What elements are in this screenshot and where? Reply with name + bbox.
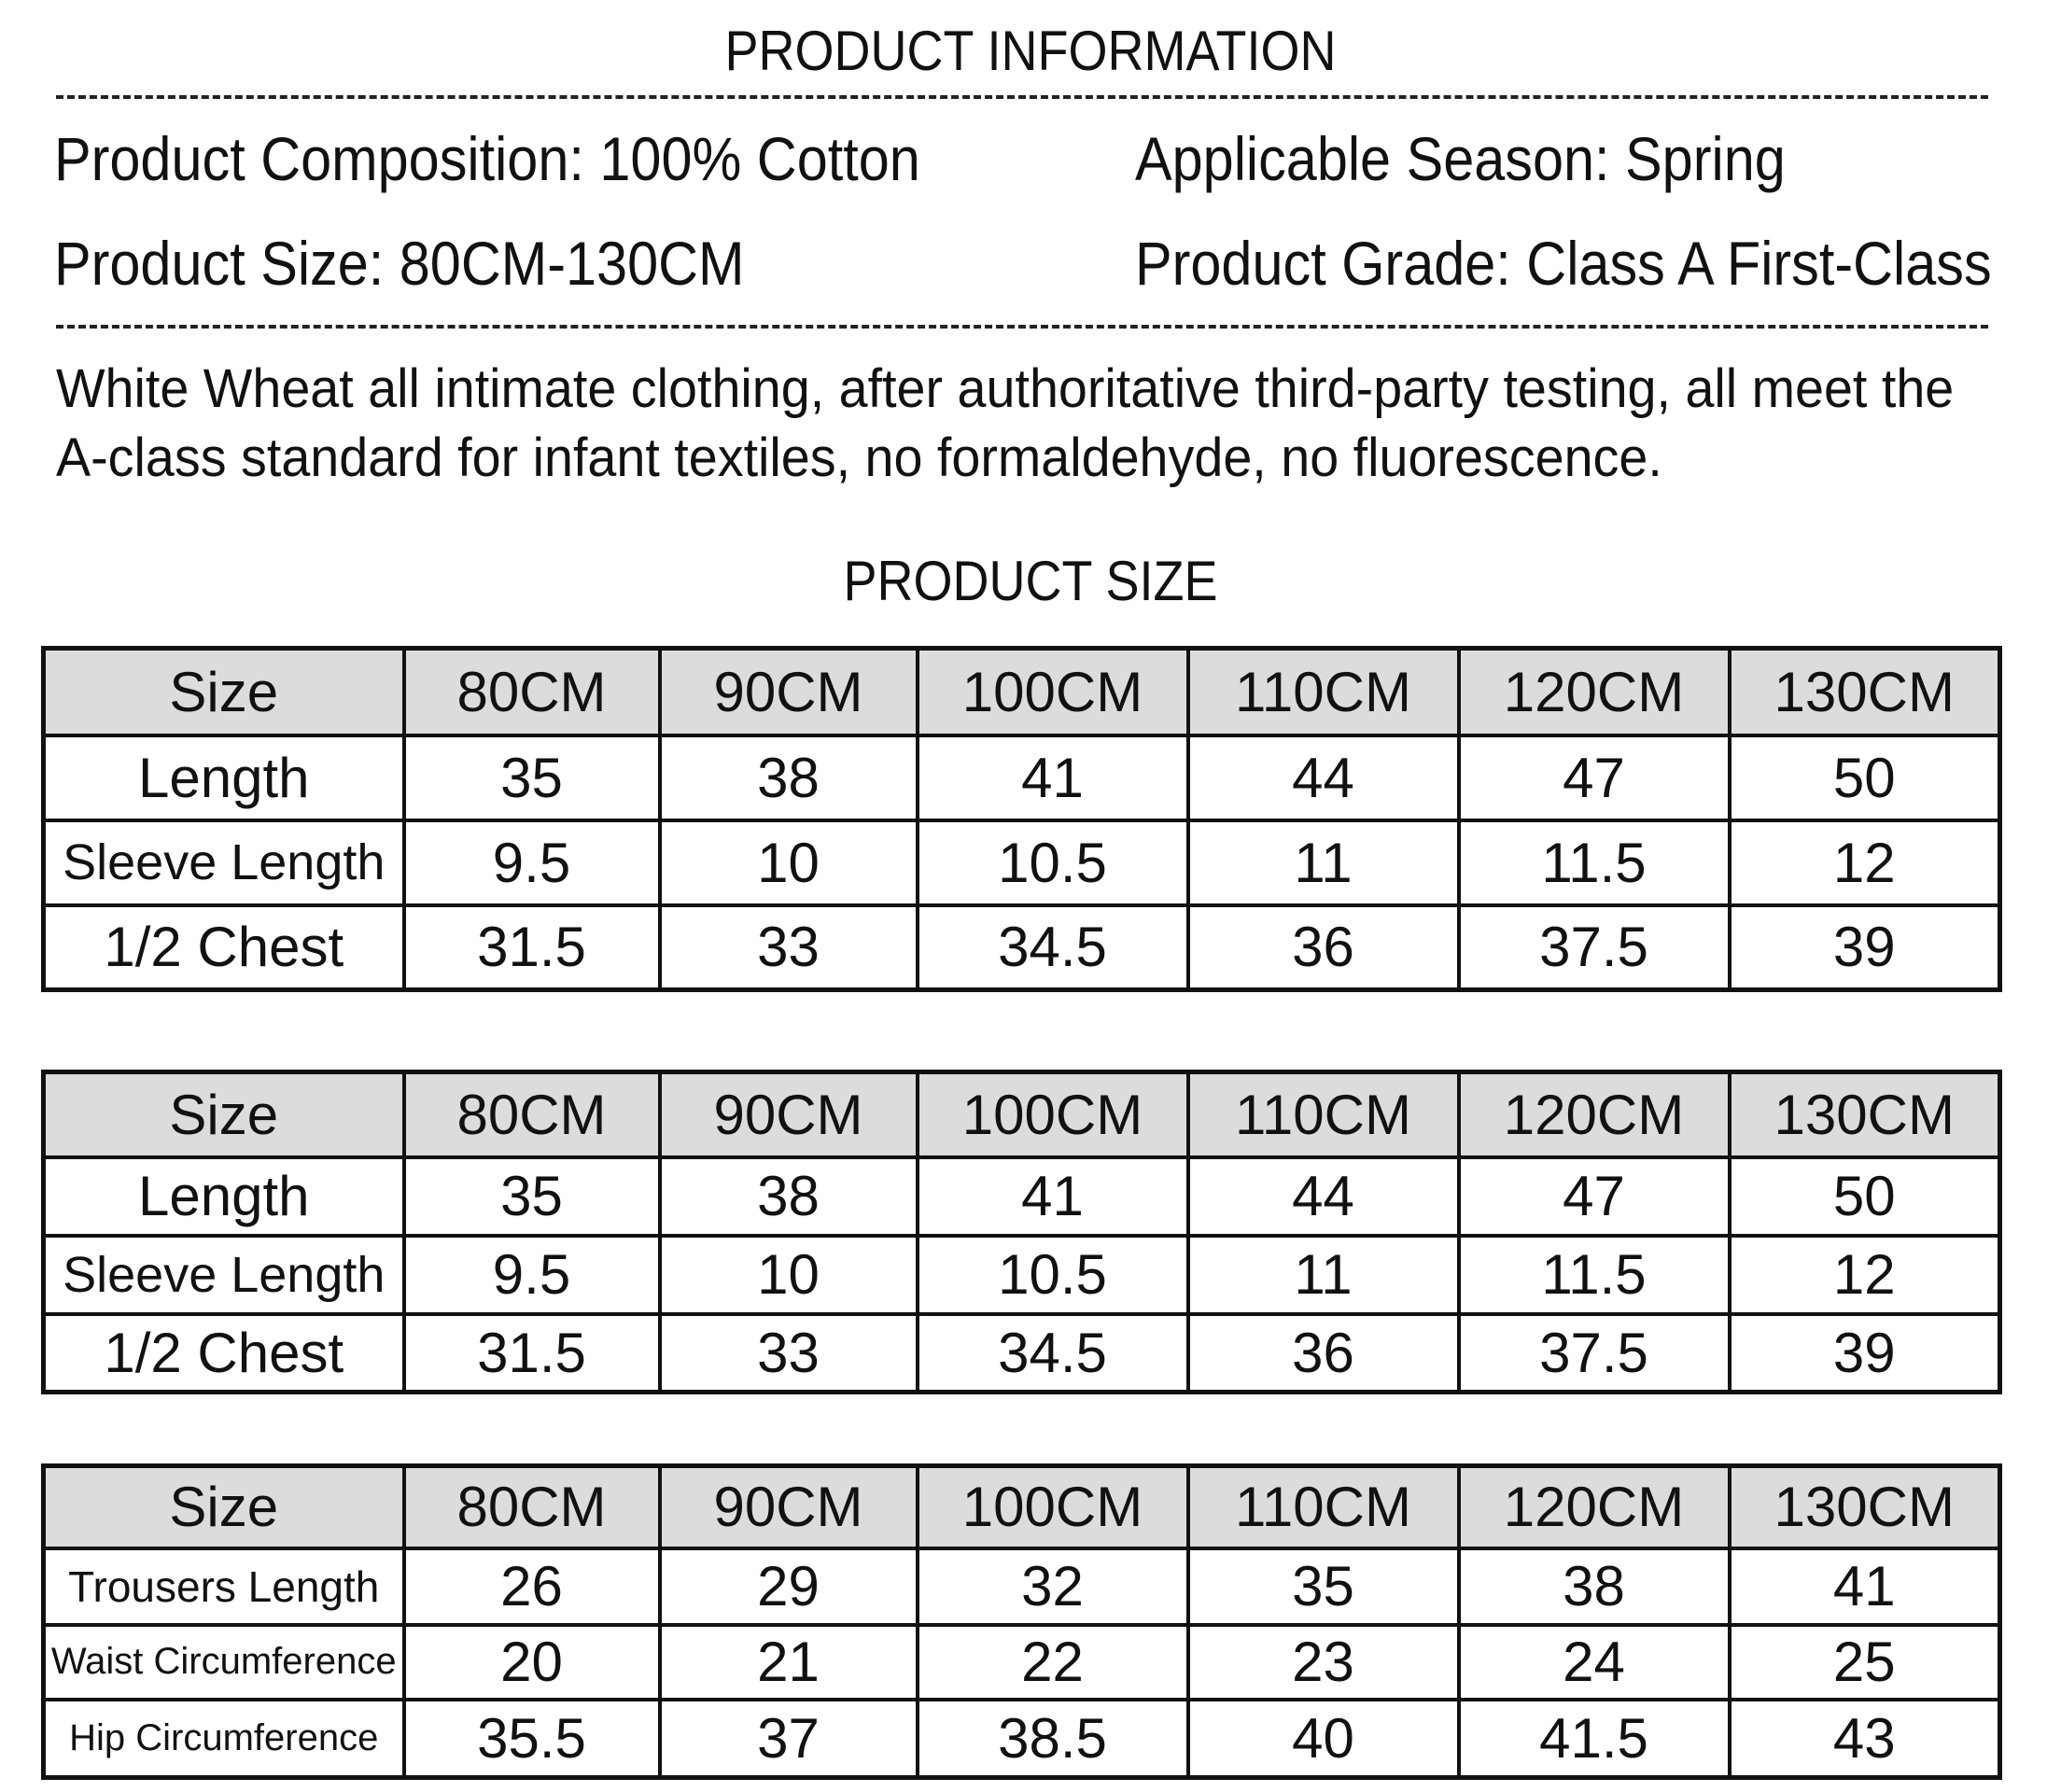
table-cell: 37 <box>660 1700 918 1778</box>
size-range-text: Product Size: 80CM-130CM <box>54 229 745 298</box>
table-cell: 38 <box>1459 1548 1730 1625</box>
table-cell: 50 <box>1730 1157 2000 1236</box>
header-cell: 130CM <box>1730 649 2000 735</box>
table-row <box>44 1548 2000 1625</box>
table-cell: 10.5 <box>918 820 1188 905</box>
composition-text: Product Composition: 100% Cotton <box>54 124 920 193</box>
table-cell: 47 <box>1459 735 1730 820</box>
table-cell: 25 <box>1730 1625 2000 1700</box>
row-label: Hip Circumference <box>44 1700 404 1778</box>
table-cell: 12 <box>1730 820 2000 905</box>
dashed-divider-bottom <box>56 325 1988 329</box>
header-cell: 80CM <box>404 649 660 735</box>
table-header-row <box>44 649 2000 735</box>
table-cell: 24 <box>1459 1625 1730 1700</box>
table-cell: 11.5 <box>1459 820 1730 905</box>
row-label: Length <box>44 1157 404 1236</box>
header-cell: 110CM <box>1188 1072 1459 1157</box>
row-label: Length <box>44 735 404 820</box>
header-cell: 90CM <box>660 649 918 735</box>
table-cell: 22 <box>918 1625 1188 1700</box>
table-cell: 38 <box>660 735 918 820</box>
row-label: Sleeve Length <box>44 1236 404 1314</box>
dashed-divider-top <box>56 95 1988 99</box>
table-cell: 38 <box>660 1157 918 1236</box>
table-row <box>44 820 2000 905</box>
row-label: 1/2 Chest <box>44 1314 404 1393</box>
header-cell: 120CM <box>1459 1466 1730 1548</box>
description-line-2: A-class standard for infant textiles, no formaldehyde, no fluorescence. <box>56 427 1662 488</box>
table-row <box>44 1314 2000 1393</box>
table-cell: 10 <box>660 820 918 905</box>
header-cell: Size <box>44 1466 404 1548</box>
header-cell: 100CM <box>918 1072 1188 1157</box>
size-table-1 <box>41 646 2002 992</box>
header-cell: 130CM <box>1730 1072 2000 1157</box>
table-row <box>44 735 2000 820</box>
table-header-row <box>44 1466 2000 1548</box>
header-cell: 130CM <box>1730 1466 2000 1548</box>
header-cell: 100CM <box>918 649 1188 735</box>
season-text: Applicable Season: Spring <box>1135 124 1786 193</box>
table-cell: 33 <box>660 1314 918 1393</box>
header-cell: 110CM <box>1188 1466 1459 1548</box>
header-cell: Size <box>44 1072 404 1157</box>
header-cell: 90CM <box>660 1072 918 1157</box>
table-cell: 31.5 <box>404 905 660 990</box>
table-cell: 39 <box>1730 905 2000 990</box>
table-row <box>44 1625 2000 1700</box>
table-cell: 47 <box>1459 1157 1730 1236</box>
description <box>56 355 1955 493</box>
table-cell: 40 <box>1188 1700 1459 1778</box>
table-cell: 9.5 <box>404 820 660 905</box>
table-cell: 44 <box>1188 735 1459 820</box>
table-cell: 10.5 <box>918 1236 1188 1314</box>
table-cell: 20 <box>404 1625 660 1700</box>
table-cell: 34.5 <box>918 905 1188 990</box>
header-cell: 120CM <box>1459 649 1730 735</box>
header-cell: 90CM <box>660 1466 918 1548</box>
table-cell: 50 <box>1730 735 2000 820</box>
row-label: Sleeve Length <box>44 820 404 905</box>
table-cell: 35 <box>404 735 660 820</box>
table-cell: 29 <box>660 1548 918 1625</box>
table-cell: 33 <box>660 905 918 990</box>
table-row <box>44 1157 2000 1236</box>
table-row <box>44 1700 2000 1778</box>
table-cell: 11 <box>1188 820 1459 905</box>
header-cell: 80CM <box>404 1072 660 1157</box>
table-cell: 41.5 <box>1459 1700 1730 1778</box>
size-title: PRODUCT SIZE <box>843 550 1218 612</box>
header-cell: 80CM <box>404 1466 660 1548</box>
table-cell: 23 <box>1188 1625 1459 1700</box>
table-cell: 41 <box>918 735 1188 820</box>
table-cell: 11 <box>1188 1236 1459 1314</box>
table-cell: 37.5 <box>1459 905 1730 990</box>
table-cell: 36 <box>1188 1314 1459 1393</box>
table-row <box>44 905 2000 990</box>
table-cell: 37.5 <box>1459 1314 1730 1393</box>
table-cell: 44 <box>1188 1157 1459 1236</box>
table-header-row <box>44 1072 2000 1157</box>
description-line-1: White Wheat all intimate clothing, after authoritative third-party testing, all meet the <box>56 358 1955 419</box>
table-cell: 36 <box>1188 905 1459 990</box>
header-cell: Size <box>44 649 404 735</box>
table-cell: 11.5 <box>1459 1236 1730 1314</box>
table-cell: 41 <box>1730 1548 2000 1625</box>
table-cell: 10 <box>660 1236 918 1314</box>
grade-text: Product Grade: Class A First-Class <box>1135 229 1992 298</box>
table-cell: 12 <box>1730 1236 2000 1314</box>
table-cell: 9.5 <box>404 1236 660 1314</box>
row-label: Waist Circumference <box>44 1625 404 1700</box>
table-cell: 35 <box>404 1157 660 1236</box>
table-cell: 21 <box>660 1625 918 1700</box>
table-cell: 38.5 <box>918 1700 1188 1778</box>
table-cell: 26 <box>404 1548 660 1625</box>
header-cell: 120CM <box>1459 1072 1730 1157</box>
table-cell: 31.5 <box>404 1314 660 1393</box>
table-cell: 35.5 <box>404 1700 660 1778</box>
info-title: PRODUCT INFORMATION <box>724 20 1337 82</box>
table-cell: 35 <box>1188 1548 1459 1625</box>
table-cell: 34.5 <box>918 1314 1188 1393</box>
table-cell: 43 <box>1730 1700 2000 1778</box>
header-cell: 100CM <box>918 1466 1188 1548</box>
table-row <box>44 1236 2000 1314</box>
table-cell: 41 <box>918 1157 1188 1236</box>
table-cell: 39 <box>1730 1314 2000 1393</box>
size-table-2 <box>41 1070 2002 1394</box>
header-cell: 110CM <box>1188 649 1459 735</box>
row-label: 1/2 Chest <box>44 905 404 990</box>
row-label: Trousers Length <box>44 1548 404 1625</box>
size-table-3 <box>41 1463 2002 1780</box>
table-cell: 32 <box>918 1548 1188 1625</box>
